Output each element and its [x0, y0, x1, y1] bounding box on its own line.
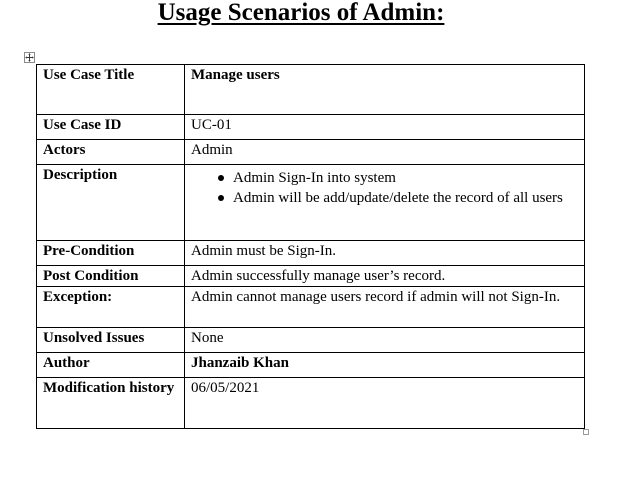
- page-title: Usage Scenarios of Admin:: [157, 0, 445, 26]
- table-row: [37, 241, 585, 266]
- precondition-label: Pre-Condition: [37, 241, 185, 266]
- author-value: Jhanzaib Khan: [185, 353, 585, 378]
- table-row: [37, 378, 585, 429]
- use-case-id-value: UC-01: [185, 115, 585, 140]
- use-case-title-value: Manage users: [185, 65, 585, 115]
- table-row: [37, 328, 585, 353]
- table-row: [37, 353, 585, 378]
- table-row: [37, 287, 585, 328]
- actors-label: Actors: [37, 140, 185, 165]
- exception-label: Exception:: [37, 287, 185, 328]
- table-row: [37, 165, 585, 241]
- table-row: [37, 65, 585, 115]
- table-row: [37, 266, 585, 287]
- use-case-title-label: Use Case Title: [37, 65, 185, 115]
- author-label: Author: [37, 353, 185, 378]
- unsolved-issues-label: Unsolved Issues: [37, 328, 185, 353]
- use-case-id-label: Use Case ID: [37, 115, 185, 140]
- description-value: [185, 165, 585, 241]
- table-resize-handle[interactable]: [583, 429, 589, 435]
- postcondition-value: Admin successfully manage user’s record.: [185, 266, 585, 287]
- table-move-handle-icon[interactable]: [24, 52, 35, 63]
- unsolved-issues-value: None: [185, 328, 585, 353]
- exception-value: Admin cannot manage users record if admin will not Sign-In.: [185, 287, 585, 328]
- table-row: [37, 140, 585, 165]
- use-case-table: [36, 64, 585, 429]
- modification-history-value: 06/05/2021: [185, 378, 585, 429]
- description-list: [191, 168, 578, 208]
- description-label: Description: [37, 165, 185, 241]
- actors-value: Admin: [185, 140, 585, 165]
- list-item: Admin Sign-In into system: [233, 168, 578, 188]
- postcondition-label: Post Condition: [37, 266, 185, 287]
- list-item: Admin will be add/update/delete the record of all users: [233, 188, 578, 208]
- table-row: [37, 115, 585, 140]
- modification-history-label: Modification history: [37, 378, 185, 429]
- precondition-value: Admin must be Sign-In.: [185, 241, 585, 266]
